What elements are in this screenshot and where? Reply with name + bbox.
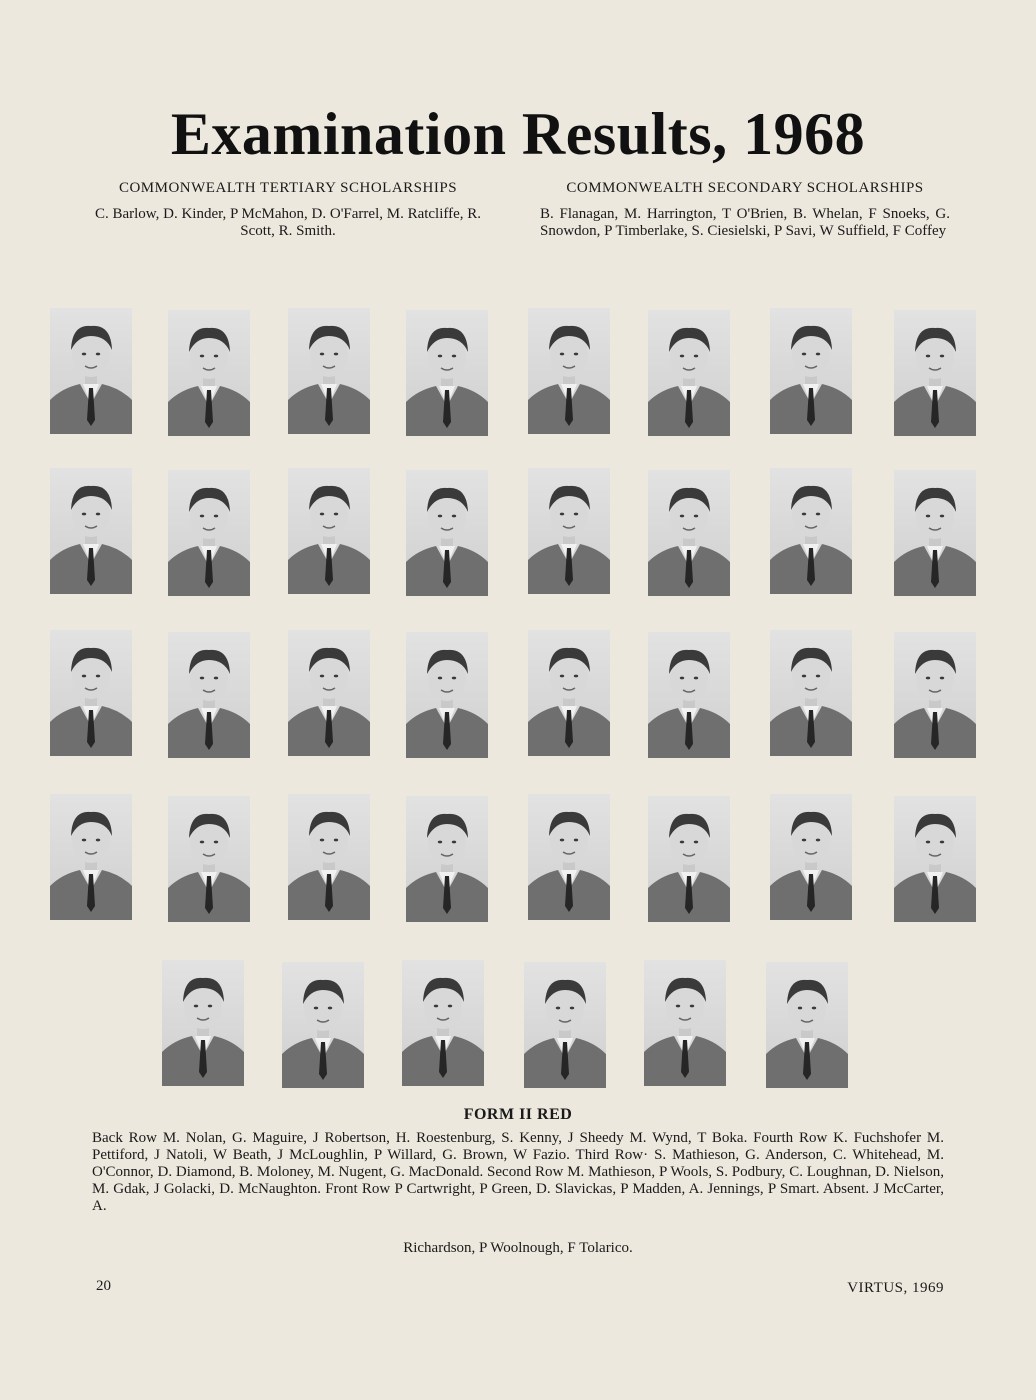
student-portrait [288, 630, 370, 756]
student-portrait [288, 468, 370, 594]
student-portrait [528, 308, 610, 434]
form-title: FORM II RED [463, 1106, 573, 1123]
student-portrait [406, 796, 488, 922]
secondary-names: B. Flanagan, M. Harrington, T O'Brien, B. Whelan, F Snoeks, G. Snowdon, P Timberlake, S. Ciesielski, P Savi, W Suffield, F Coffey [540, 206, 950, 239]
student-portrait [528, 794, 610, 920]
student-portrait [894, 470, 976, 596]
tertiary-heading: COMMONWEALTH TERTIARY SCHOLARSHIPS [118, 180, 458, 196]
student-portrait [406, 470, 488, 596]
form-caption: Back Row M. Nolan, G. Maguire, J Robertson, H. Roestenburg, S. Kenny, J Sheedy M. Wynd, T Boka. Fourth Row K. Fuchshofer M. Pettiford, J Natoli, W Beath, J McLoughlin, P Willard, G. Brown, W Fazio. Third Row· S. Mathieson, G. Anderson, C. Whitehead, M. O'Connor, D. Diamond, B. Moloney, M. Nugent, G. MacDonald. Second Row M. Mathieson, P Wools, S. Podbury, C. Loughnan, D. Nielson, M. Gdak, J Golacki, D. McNaughton. Front Row P Cartwright, P Green, D. Slavickas, P Madden, A. Jennings, P Smart. Absent. J McCarter, A. [92, 1130, 944, 1214]
footer-publication: VIRTUS, 1969 [847, 1280, 944, 1296]
photo-row [0, 960, 1036, 1090]
student-portrait [168, 470, 250, 596]
secondary-scholarships [540, 180, 950, 240]
student-portrait [50, 468, 132, 594]
photo-row [0, 468, 1036, 598]
student-portrait [168, 310, 250, 436]
student-portrait [288, 308, 370, 434]
student-portrait [50, 308, 132, 434]
photo-row [0, 308, 1036, 438]
student-portrait [50, 630, 132, 756]
tertiary-names: C. Barlow, D. Kinder, P McMahon, D. O'Farrel, M. Ratcliffe, R. Scott, R. Smith. [94, 206, 482, 239]
form-caption-end: Richardson, P Woolnough, F Tolarico. [403, 1240, 633, 1256]
tertiary-scholarships [78, 180, 498, 240]
student-portrait [770, 630, 852, 756]
student-portrait [644, 960, 726, 1086]
student-portrait [282, 962, 364, 1088]
student-portrait [402, 960, 484, 1086]
student-portrait [528, 468, 610, 594]
student-portrait [894, 796, 976, 922]
student-portrait [406, 310, 488, 436]
student-portrait [770, 468, 852, 594]
student-portrait [524, 962, 606, 1088]
student-portrait [648, 796, 730, 922]
student-portrait [168, 632, 250, 758]
photo-row [0, 794, 1036, 924]
student-portrait [288, 794, 370, 920]
student-portrait [528, 630, 610, 756]
student-portrait [50, 794, 132, 920]
student-portrait [894, 310, 976, 436]
page-title: Examination Results, 1968 [170, 101, 866, 167]
student-portrait [894, 632, 976, 758]
student-portrait [648, 632, 730, 758]
student-portrait [766, 962, 848, 1088]
student-portrait [406, 632, 488, 758]
page-number: 20 [96, 1278, 111, 1294]
photo-row [0, 630, 1036, 760]
student-portrait [770, 308, 852, 434]
student-portrait [162, 960, 244, 1086]
student-portrait [648, 310, 730, 436]
student-portrait [168, 796, 250, 922]
student-portrait [770, 794, 852, 920]
secondary-heading: COMMONWEALTH SECONDARY SCHOLARSHIPS [566, 180, 924, 196]
student-portrait [648, 470, 730, 596]
